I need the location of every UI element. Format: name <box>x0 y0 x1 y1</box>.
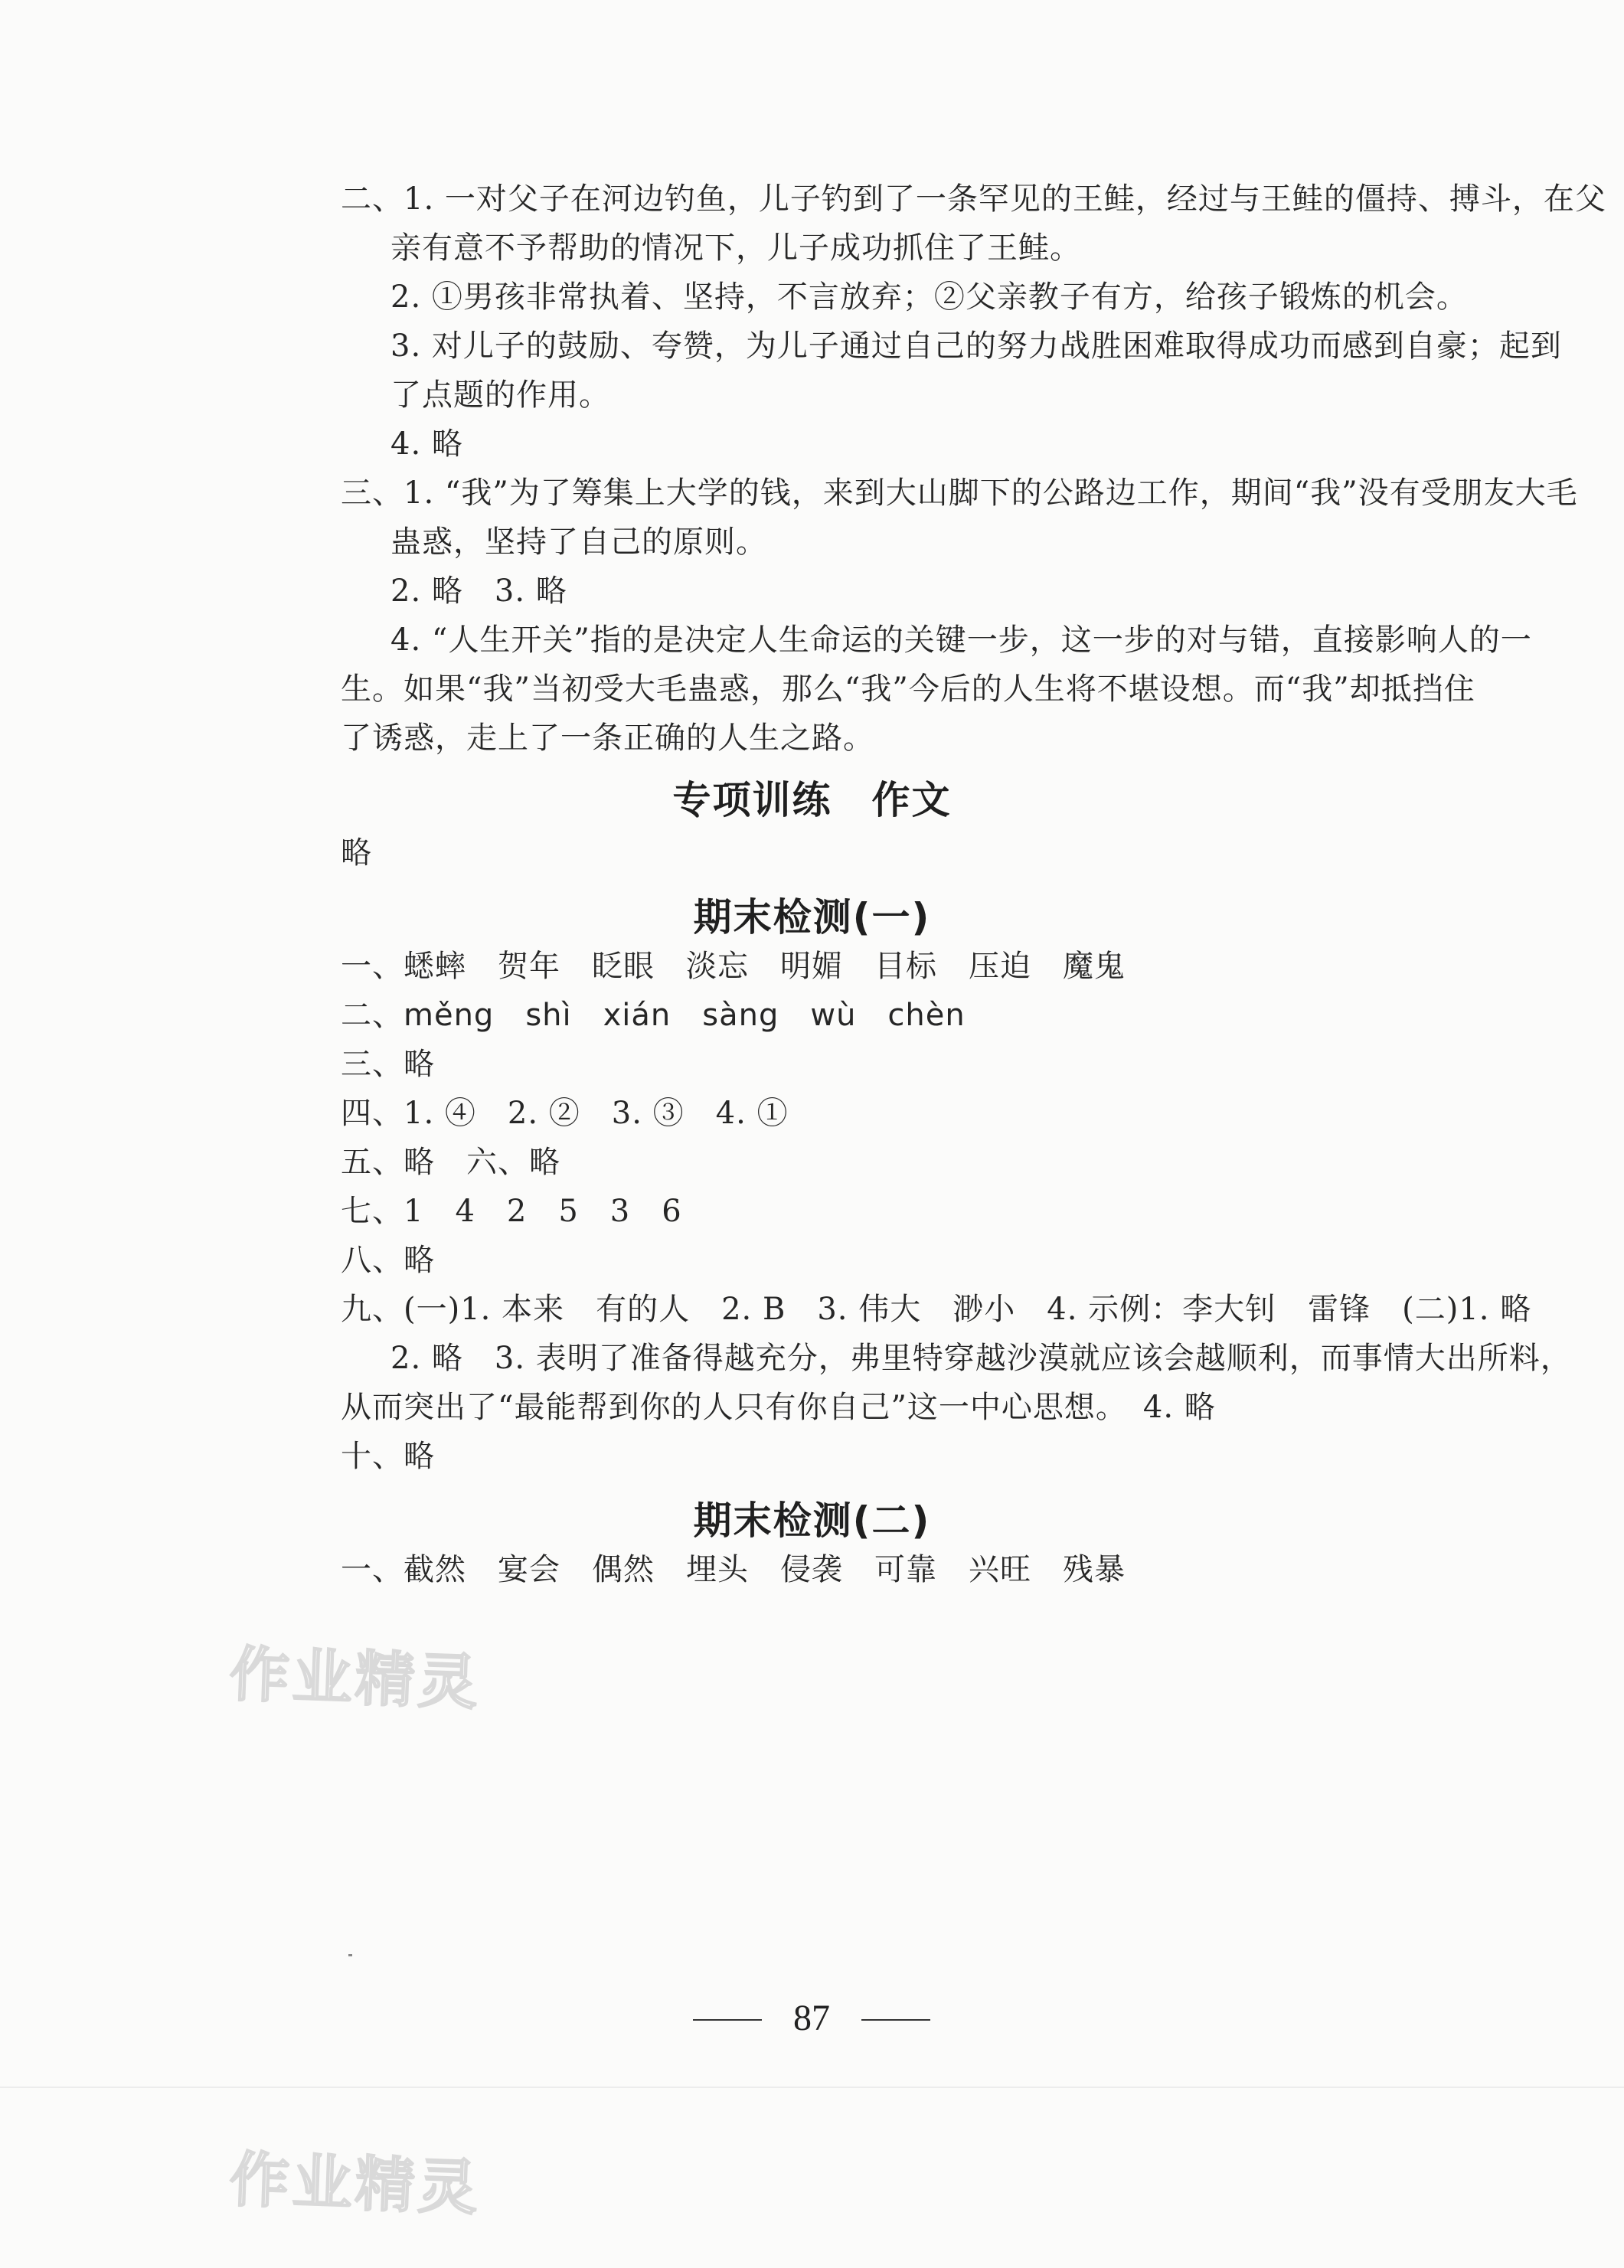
essay-section-title: 专项训练 作文 <box>672 778 952 822</box>
s3-answer-2-3: 2. 略 3. 略 <box>390 574 567 609</box>
s2-answer-4: 4. 略 <box>390 426 463 462</box>
s2-answer-1-cont: 亲有意不予帮助的情况下，儿子成功抓住了王鲑。 <box>390 230 1081 266</box>
exam1-q9: 九、(一)1. 本来 有的人 2. B 3. 伟大 渺小 4. 示例：李大钊 雷锋 (二)1. 略 <box>341 1292 1532 1327</box>
page-fold-line <box>0 2087 1624 2088</box>
s3-answer-4: 4. “人生开关”指的是决定人生命运的关键一步，这一步的对与错，直接影响人的一 <box>390 623 1532 658</box>
s2-answer-3: 3. 对儿子的鼓励、夸赞，为儿子通过自己的努力战胜困难取得成功而感到自豪；起到 <box>390 328 1562 364</box>
s2-answer-2: 2. ①男孩非常执着、坚持，不言放弃；②父亲教子有方，给孩子锻炼的机会。 <box>390 279 1468 315</box>
s2-answer-3-cont: 了点题的作用。 <box>390 377 610 413</box>
exam2-title: 期末检测(二) <box>693 1498 931 1543</box>
exam1-q8: 八、略 <box>341 1243 435 1278</box>
footer-rule-right <box>861 2019 930 2021</box>
exam1-q4: 四、1. ④ 2. ② 3. ③ 4. ① <box>341 1096 789 1131</box>
s3-answer-1-cont: 蛊惑，坚持了自己的原则。 <box>390 525 767 560</box>
print-speck <box>348 1954 352 1956</box>
s3-answer-1: 三、1. “我”为了筹集上大学的钱，来到大山脚下的公路边工作，期间“我”没有受朋友大毛 <box>341 475 1578 511</box>
page-number: 87 <box>793 1998 830 2038</box>
exam1-q7: 七、1 4 2 5 3 6 <box>341 1194 682 1229</box>
s2-answer-1: 二、1. 一对父子在河边钓鱼，儿子钓到了一条罕见的王鲑，经过与王鲑的僵持、搏斗，在父 <box>341 181 1606 217</box>
exam1-q5-q6: 五、略 六、略 <box>341 1145 560 1180</box>
essay-answer: 略 <box>341 835 372 871</box>
watermark-logo-bottom: 作业精灵 <box>228 2145 482 2224</box>
exam1-q9-cont: 2. 略 3. 表明了准备得越充分，弗里特穿越沙漠就应该会越顺利，而事情大出所料， <box>390 1341 1572 1376</box>
exam2-q1: 一、截然 宴会 偶然 埋头 侵袭 可靠 兴旺 残暴 <box>341 1552 1126 1587</box>
s3-answer-4-cont: 生。如果“我”当初受大毛蛊惑，那么“我”今后的人生将不堪设想。而“我”却抵挡住 <box>341 672 1475 707</box>
exam1-q1: 一、蟋蟀 贺年 眨眼 淡忘 明媚 目标 压迫 魔鬼 <box>341 949 1126 984</box>
exam1-q10: 十、略 <box>341 1439 435 1474</box>
footer-rule-left <box>693 2019 762 2021</box>
exam1-q9-cont2: 从而突出了“最能帮到你的人只有你自己”这一中心思想。 4. 略 <box>341 1390 1216 1425</box>
exam1-title: 期末检测(一) <box>693 895 931 940</box>
s3-answer-4-cont2: 了诱惑，走上了一条正确的人生之路。 <box>341 721 874 756</box>
exam1-q3: 三、略 <box>341 1047 435 1082</box>
watermark-logo: 作业精灵 <box>228 1640 482 1718</box>
exam1-q2: 二、měng shì xián sàng wù chèn <box>341 998 966 1033</box>
